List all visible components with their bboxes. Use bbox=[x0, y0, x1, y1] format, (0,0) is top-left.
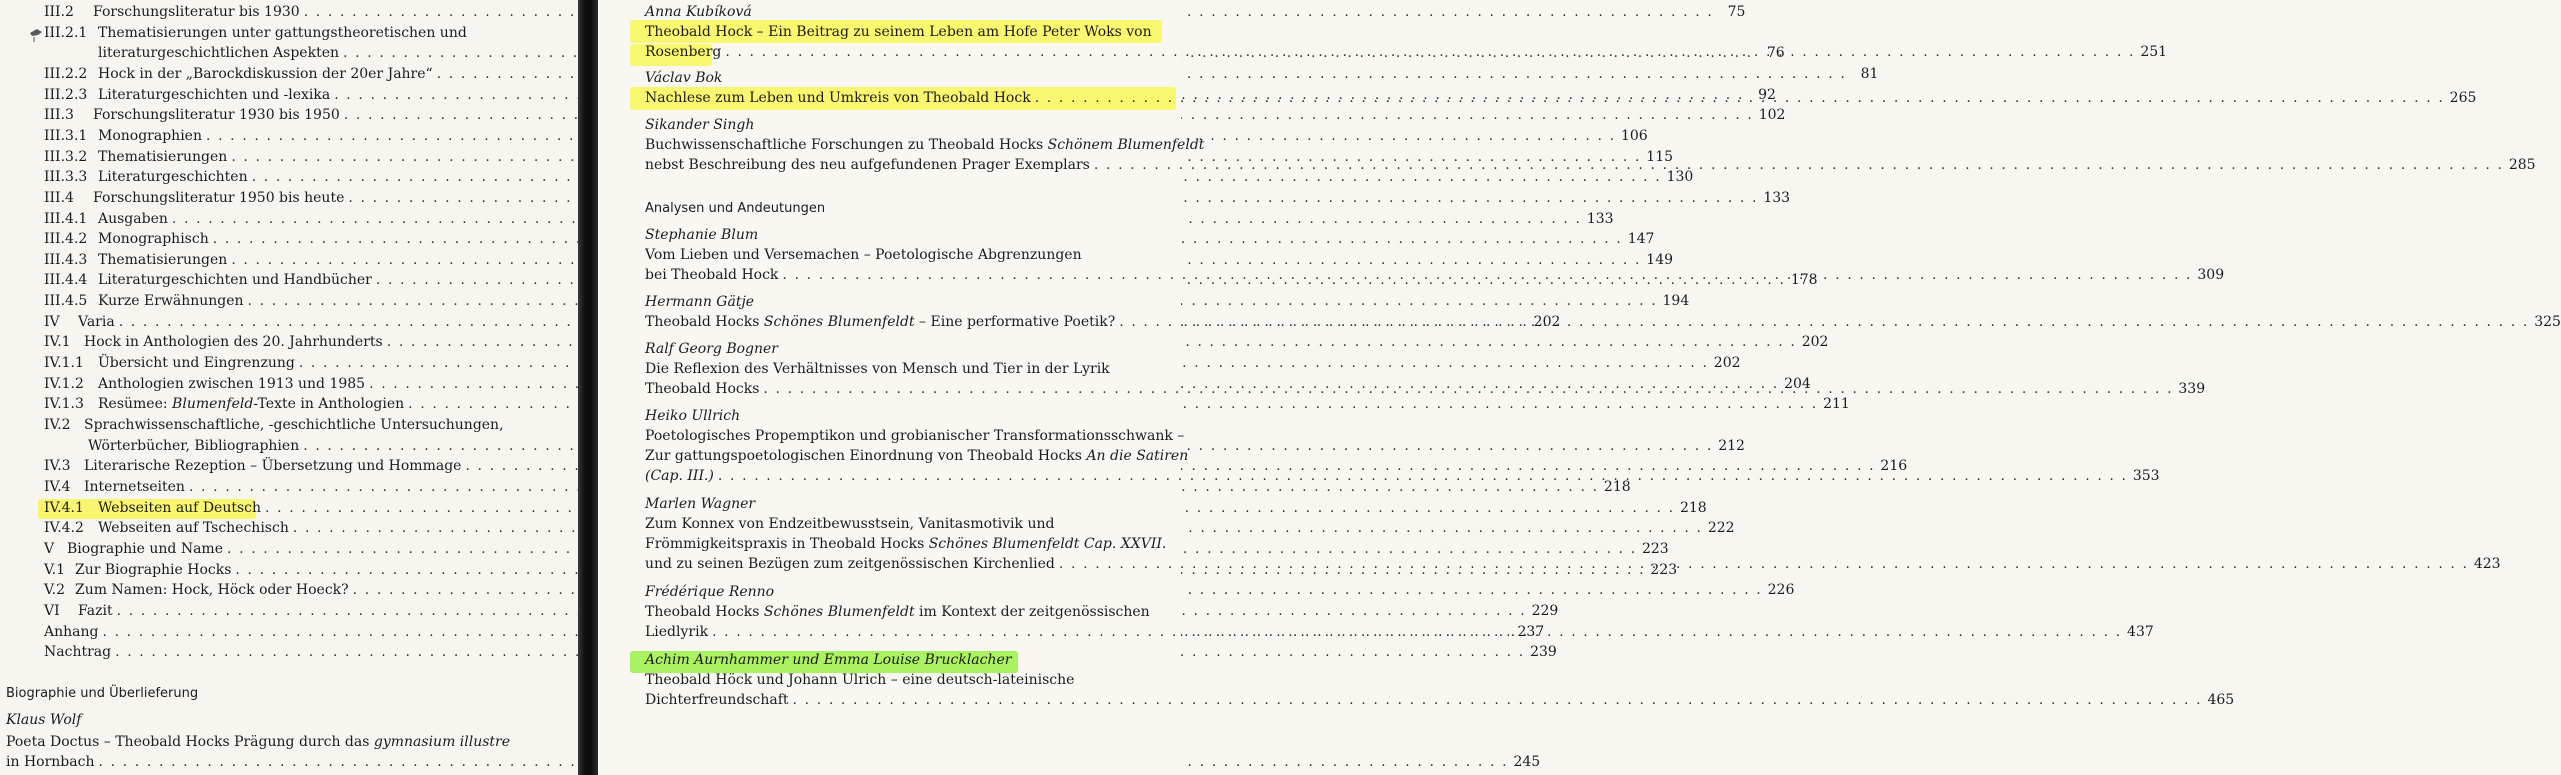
toc-entry-title: Nachtrag bbox=[44, 644, 112, 661]
toc-entry bbox=[44, 188, 1791, 208]
toc-entry-title bbox=[98, 394, 404, 414]
page-number: 178 bbox=[1790, 272, 1818, 289]
title-text: Buchwissenschaftliche Forschungen zu Theobald Hocks bbox=[645, 137, 1048, 153]
toc-entry-number: III.3.3 bbox=[44, 169, 88, 186]
page-number: 92 bbox=[1758, 86, 1776, 103]
toc-entry-title: Hock in der „Barockdiskussion der 20er Jahre“ bbox=[98, 65, 433, 82]
title-emphasis: An die Satiren bbox=[1086, 448, 1189, 464]
toc-entry-title: Liedlyrik bbox=[645, 624, 709, 640]
article-title-line bbox=[645, 446, 1188, 466]
toc-entry-title: Webseiten auf Deutsch bbox=[98, 499, 262, 516]
article-title-line: Poetologisches Propemptikon und grobianischer Transformationsschwank – bbox=[645, 428, 1185, 444]
leader-dots bbox=[718, 466, 2128, 486]
page-number: 130 bbox=[1666, 169, 1694, 186]
author-stephanie-blum: Stephanie Blum bbox=[645, 227, 759, 243]
toc-entry-number: III.3.2 bbox=[44, 148, 88, 165]
author-heiko-ullrich: Heiko Ullrich bbox=[645, 408, 741, 424]
toc-entry-number: IV.1.1 bbox=[44, 355, 84, 372]
article-title-line: Theobald Hock – Ein Beitrag zu seinem Leben am Hofe Peter Woks von bbox=[645, 24, 1152, 40]
page-number: 339 bbox=[2178, 381, 2206, 397]
author-frederique-renno: Frédérique Renno bbox=[645, 584, 775, 600]
toc-entry-title: Kurze Erwähnungen bbox=[98, 293, 244, 310]
toc-entry-number: IV.1.3 bbox=[44, 396, 84, 413]
toc-entry-number: IV.1.2 bbox=[44, 375, 84, 392]
title-text: Poeta Doctus – Theobald Hocks Prägung durch das bbox=[6, 734, 374, 750]
title-emphasis: gymnasium illustre bbox=[373, 734, 511, 750]
toc-entry-number: IV.4.1 bbox=[44, 499, 84, 516]
author-ralf-georg-bogner: Ralf Georg Bogner bbox=[645, 341, 778, 357]
page-number: 325 bbox=[2534, 314, 2561, 330]
toc-entry-number: III.4.3 bbox=[44, 251, 88, 268]
toc-entry-number: IV.4.2 bbox=[44, 520, 84, 537]
toc-entry bbox=[44, 394, 1850, 414]
toc-entry-title: Thematisierungen bbox=[98, 251, 228, 268]
toc-entry-number: III.4.5 bbox=[44, 293, 88, 310]
toc-entry-title: Literaturgeschichten bbox=[98, 169, 248, 186]
toc-entry-title: Anhang bbox=[44, 623, 99, 640]
page-number: 423 bbox=[2473, 556, 2501, 572]
toc-entry-title: Übersicht und Eingrenzung bbox=[98, 355, 295, 372]
toc-entry-number: IV.2 bbox=[44, 417, 71, 433]
toc-entry-title: (Cap. III.) bbox=[645, 468, 714, 484]
toc-entry-title: Internetseiten bbox=[84, 478, 185, 495]
title-text: Theobald Hocks bbox=[645, 314, 764, 330]
article-title-line: Die Reflexion des Verhältnisses von Mensch und Tier in der Lyrik bbox=[645, 361, 1110, 377]
article-title-line: Theobald Höck und Johann Ulrich – eine deutsch-lateinische bbox=[645, 672, 1075, 688]
article-title-line: Vom Lieben und Versemachen – Poetologische Abgrenzungen bbox=[645, 247, 1082, 263]
toc-entry-title: Monographisch bbox=[98, 231, 209, 248]
article-title-line bbox=[645, 534, 1166, 554]
toc-entry-title: literaturgeschichtlichen Aspekten bbox=[98, 45, 340, 62]
page-number: 194 bbox=[1662, 293, 1690, 310]
toc-entry-number: III.2.2 bbox=[44, 65, 88, 82]
toc-entry-title: Wörterbücher, Bibliographien bbox=[88, 437, 300, 454]
toc-entry-number: VI bbox=[44, 602, 60, 619]
title-text: im Kontext der zeitgenössischen bbox=[914, 604, 1150, 620]
leader-dots bbox=[782, 265, 2192, 285]
page-number: 223 bbox=[1650, 561, 1678, 578]
toc-entry-number: III.4.1 bbox=[44, 210, 88, 227]
section-heading-biographie: Biographie und Überlieferung bbox=[6, 686, 199, 701]
page-number: 147 bbox=[1627, 231, 1655, 248]
page-number: 106 bbox=[1620, 127, 1648, 144]
toc-entry-title: und zu seinen Bezügen zum zeitgenössischen Kirchenlied bbox=[645, 556, 1055, 572]
toc-entry bbox=[44, 23, 590, 43]
page-number: 202 bbox=[1801, 334, 1829, 351]
toc-entry-title: Theobald Hocks bbox=[645, 381, 760, 397]
page-number: 216 bbox=[1880, 458, 1908, 475]
page-number: 133 bbox=[1763, 189, 1791, 206]
author-vaclav-bok: Václav Bok bbox=[645, 70, 723, 86]
page-number: 309 bbox=[2197, 267, 2225, 283]
toc-entry-title: Webseiten auf Tschechisch bbox=[98, 520, 289, 537]
page-number: 133 bbox=[1586, 210, 1614, 227]
toc-entry-number: IV.3 bbox=[44, 458, 71, 475]
leader-dots bbox=[1119, 312, 2529, 332]
leader-dots bbox=[1094, 155, 2504, 175]
page-number: 81 bbox=[1860, 65, 1879, 82]
page-number: 251 bbox=[2140, 44, 2168, 60]
toc-entry-title: Sprachwissenschaftliche, -geschichtliche Untersuchungen, bbox=[84, 417, 504, 433]
leader-dots bbox=[1059, 554, 2469, 574]
page-number: 285 bbox=[2508, 157, 2536, 173]
toc-entry bbox=[44, 209, 1614, 229]
leader-dots bbox=[1035, 88, 2445, 108]
author-sikander-singh: Sikander Singh bbox=[645, 117, 755, 133]
title-text: Resümee: bbox=[98, 396, 173, 413]
author-anna-kubikova: Anna Kubíková bbox=[645, 4, 752, 20]
toc-entry-title: Hock in Anthologien des 20. Jahrhunderts bbox=[84, 334, 383, 351]
toc-entry-title: Nachlese zum Leben und Umkreis von Theobald Hock bbox=[645, 90, 1031, 106]
toc-entry-title: nebst Beschreibung des neu aufgefundenen Prager Exemplars bbox=[645, 157, 1090, 173]
toc-entry-title: Literaturgeschichten und -lexika bbox=[98, 86, 331, 103]
section-heading-analysen: Analysen und Andeutungen bbox=[645, 201, 826, 216]
book-gutter bbox=[578, 0, 598, 775]
toc-entry bbox=[6, 752, 1541, 772]
page-number: 102 bbox=[1758, 107, 1786, 124]
toc-entry-number: III.2.3 bbox=[44, 86, 88, 103]
page-number: 149 bbox=[1646, 251, 1674, 268]
article-title-line bbox=[645, 602, 1150, 622]
toc-entry-title: Thematisierungen bbox=[98, 148, 228, 165]
toc-entry bbox=[44, 415, 576, 435]
title-text: -Texte in Anthologien bbox=[253, 396, 405, 413]
toc-entry-title: Biographie und Name bbox=[67, 540, 223, 557]
title-emphasis: Schönes Blumenfeldt bbox=[763, 604, 915, 620]
toc-entry-title: Fazit bbox=[78, 602, 113, 619]
page-number: 465 bbox=[2207, 692, 2235, 708]
toc-entry-title: Forschungsliteratur 1930 bis 1950 bbox=[93, 107, 340, 124]
title-text: – Eine performative Poetik? bbox=[914, 314, 1116, 330]
article-title-line bbox=[6, 732, 510, 752]
toc-entry-title: Zur Biographie Hocks bbox=[75, 561, 232, 578]
page-number: 222 bbox=[1707, 520, 1735, 537]
title-emphasis: Schönem Blumenfeldt bbox=[1047, 137, 1205, 153]
toc-entry-number: III.3.1 bbox=[44, 127, 88, 144]
title-emphasis: Schönes Blumenfeldt bbox=[763, 314, 915, 330]
toc-entry-number: III.4 bbox=[44, 189, 74, 206]
title-text: Zur gattungspoetologischen Einordnung von Theobald Hocks bbox=[645, 448, 1087, 464]
author-marlen-wagner: Marlen Wagner bbox=[645, 496, 756, 512]
leader-dots bbox=[793, 690, 2203, 710]
article-title-line bbox=[645, 135, 1204, 155]
leader-dots bbox=[763, 379, 2173, 399]
toc-entry-number: IV.1 bbox=[44, 334, 71, 351]
toc-entry-title: Monographien bbox=[98, 127, 202, 144]
toc-entry-number: III.4.4 bbox=[44, 272, 88, 289]
toc-entry-title: Anthologien zwischen 1913 und 1985 bbox=[98, 375, 366, 392]
toc-entry-title: Forschungsliteratur bis 1930 bbox=[93, 4, 300, 20]
title-text: Theobald Hocks bbox=[645, 604, 764, 620]
toc-entry-title: Dichterfreundschaft bbox=[645, 692, 789, 708]
title-emphasis: Blumenfeld bbox=[172, 396, 254, 413]
toc-entry-title: Rosenberg bbox=[645, 44, 722, 60]
page-number: 218 bbox=[1679, 499, 1707, 516]
page-number: 229 bbox=[1531, 602, 1559, 619]
page-number: 237 bbox=[1517, 623, 1545, 640]
page-number: 202 bbox=[1533, 313, 1561, 330]
page-number: 212 bbox=[1718, 437, 1745, 454]
page-number: 245 bbox=[1513, 754, 1541, 770]
page-number: 75 bbox=[1727, 4, 1746, 20]
page-number: 226 bbox=[1767, 582, 1795, 599]
author-klaus-wolf: Klaus Wolf bbox=[6, 712, 82, 728]
leader-dots bbox=[712, 622, 2122, 642]
title-text: Frömmigkeitspraxis in Theobald Hocks bbox=[645, 536, 929, 552]
page-number: 204 bbox=[1784, 375, 1811, 392]
toc-entry-title: Thematisierungen unter gattungstheoretischen und bbox=[98, 24, 467, 41]
toc-entry bbox=[44, 167, 1694, 187]
toc-entry-number: III.4.2 bbox=[44, 231, 88, 248]
toc-entry-title: Forschungsliteratur 1950 bis heute bbox=[93, 189, 345, 206]
toc-entry-title bbox=[645, 312, 1115, 332]
toc-entry-title: bei Theobald Hock bbox=[645, 267, 779, 283]
toc-entry-number: V bbox=[44, 540, 55, 557]
toc-entry-number: V.1 bbox=[44, 561, 66, 578]
toc-entry-number: IV.4 bbox=[44, 478, 71, 495]
page-number: 202 bbox=[1713, 355, 1741, 372]
page-number: 265 bbox=[2449, 90, 2477, 106]
toc-entry bbox=[645, 690, 2235, 710]
toc-entry-title: Varia bbox=[78, 313, 115, 330]
toc-entry-title: Literaturgeschichten und Handbücher bbox=[98, 272, 372, 289]
ink-blot-mark bbox=[28, 24, 44, 42]
toc-entry-title: Literarische Rezeption – Übersetzung und Hommage bbox=[84, 458, 462, 475]
page-number: 239 bbox=[1530, 644, 1557, 661]
page-number: 353 bbox=[2132, 468, 2160, 484]
toc-entry-number: V.2 bbox=[44, 582, 66, 599]
title-emphasis: Schönes Blumenfeldt Cap. XXVII. bbox=[928, 536, 1167, 552]
author-aurnhammer-brucklacher: Achim Aurnhammer und Emma Louise Brucklacher bbox=[645, 652, 1012, 668]
page-number: 437 bbox=[2127, 624, 2154, 640]
toc-entry-number: III.2.1 bbox=[44, 24, 88, 41]
page-number: 223 bbox=[1641, 540, 1669, 557]
page-number: 211 bbox=[1823, 396, 1850, 413]
toc-entry-title: in Hornbach bbox=[6, 754, 95, 770]
page-number: 76 bbox=[1766, 45, 1785, 62]
page-number: 115 bbox=[1646, 148, 1674, 165]
toc-entry-number: IV bbox=[44, 313, 60, 330]
author-hermann-gaetje: Hermann Gätje bbox=[645, 294, 755, 310]
leader-dots bbox=[725, 42, 2135, 62]
article-title-line: Zum Konnex von Endzeitbewusstsein, Vanitasmotivik und bbox=[645, 516, 1055, 532]
toc-entry bbox=[44, 477, 1631, 497]
toc-entry-title: Zum Namen: Hock, Höck oder Hoeck? bbox=[75, 582, 349, 599]
toc-entry-number: III.2 bbox=[44, 4, 74, 20]
page-number: 218 bbox=[1603, 478, 1631, 495]
toc-entry-number: III.3 bbox=[44, 107, 74, 124]
toc-entry-title: Ausgaben bbox=[98, 210, 168, 227]
